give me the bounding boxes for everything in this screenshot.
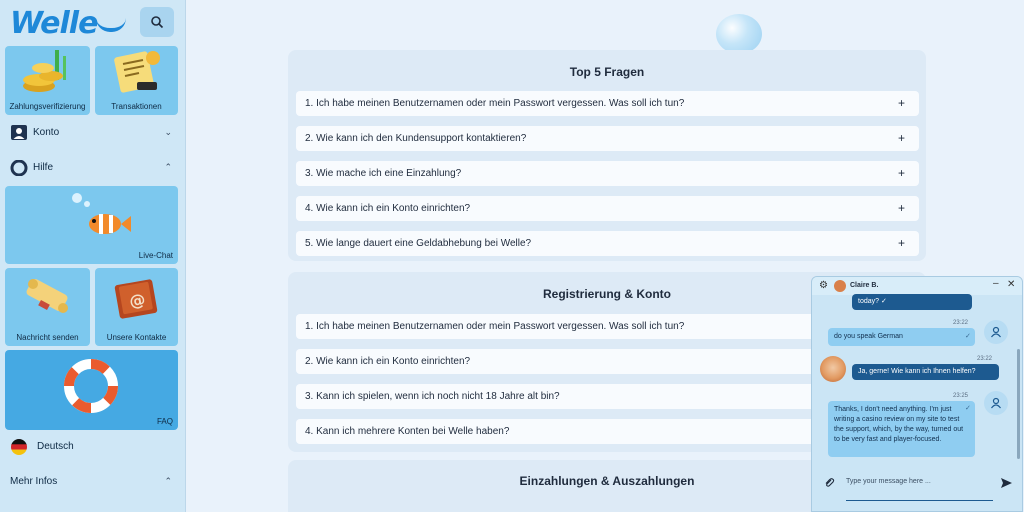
- faq-question[interactable]: [296, 126, 919, 151]
- scroll-icon: [17, 272, 77, 328]
- section-title: Top 5 Fragen: [569, 65, 645, 79]
- read-check-icon: ✓: [965, 405, 971, 412]
- section-title: Registrierung & Konto: [543, 287, 671, 301]
- user-avatar: [984, 391, 1008, 415]
- chevron-up-icon: ⌃: [164, 476, 172, 486]
- question-text: 1. Ich habe meinen Benutzernamen oder mein Passwort vergessen. Was soll ich tun?: [305, 98, 685, 109]
- tile-zahlungsverifizierung[interactable]: [5, 46, 90, 115]
- input-underline: [846, 500, 993, 501]
- sidebar-item-label: Mehr Infos: [10, 476, 58, 487]
- tile-label: Nachricht senden: [16, 333, 79, 342]
- sidebar-item-konto[interactable]: [0, 119, 186, 147]
- tile-label: Zahlungsverifizierung: [9, 102, 86, 111]
- user-icon: [990, 326, 1002, 338]
- message-timestamp: 23:22: [977, 356, 993, 362]
- tile-unsere-kontakte[interactable]: [95, 268, 178, 346]
- tile-label: Unsere Kontakte: [106, 333, 167, 342]
- minimize-icon[interactable]: –: [993, 278, 999, 289]
- sidebar-item-label: Konto: [33, 127, 60, 138]
- question-text: 3. Wie mache ich eine Einzahlung?: [305, 168, 462, 179]
- plus-icon: +: [897, 201, 905, 215]
- german-flag-icon: [10, 439, 28, 455]
- account-icon: [10, 125, 28, 141]
- faq-question[interactable]: [296, 196, 919, 221]
- tile-faq[interactable]: [5, 350, 178, 430]
- tile-live-chat[interactable]: [5, 186, 178, 264]
- chat-message-user: Thanks, I don't need anything. I'm just writing a casino review on my site to test the support, which, by the way, turned out to be very fast and player-focused.: [828, 401, 975, 457]
- sidebar-item-label: Hilfe: [33, 162, 54, 173]
- lifebuoy-icon: [10, 160, 28, 176]
- search-icon: [150, 15, 164, 29]
- agent-avatar: [834, 280, 846, 292]
- close-icon[interactable]: ✕: [1007, 279, 1016, 290]
- send-icon[interactable]: [1000, 477, 1013, 489]
- scroll-document-icon: [109, 48, 165, 98]
- user-avatar: [984, 320, 1008, 344]
- plus-icon: +: [897, 166, 905, 180]
- chat-scrollbar[interactable]: [1017, 349, 1020, 459]
- chevron-down-icon: ⌄: [164, 127, 172, 137]
- agent-avatar-large: [820, 356, 846, 382]
- attachment-icon[interactable]: [823, 477, 835, 489]
- tile-label: Transaktionen: [111, 102, 162, 111]
- plus-icon: +: [897, 236, 905, 250]
- sidebar-item-mehr-infos[interactable]: [0, 468, 186, 496]
- brand-logo[interactable]: Welle: [10, 6, 98, 41]
- question-text: 2. Wie kann ich ein Konto einrichten?: [305, 356, 471, 367]
- plus-icon: +: [897, 96, 905, 110]
- bubble-decoration: [716, 14, 762, 54]
- tile-transaktionen[interactable]: [95, 46, 178, 115]
- chat-message-input[interactable]: Type your message here ...: [846, 478, 931, 485]
- svg-text:@: @: [127, 289, 147, 312]
- chat-message-agent: Ja, gerne! Wie kann ich Ihnen helfen?: [852, 364, 999, 380]
- search-button[interactable]: [140, 7, 174, 37]
- lifebuoy-tile-icon: [61, 356, 121, 416]
- question-text: 1. Ich habe meinen Benutzernamen oder mein Passwort vergessen. Was soll ich tun?: [305, 321, 685, 332]
- language-label: Deutsch: [37, 441, 74, 452]
- question-text: 3. Kann ich spielen, wenn ich noch nicht 18 Jahre alt bin?: [305, 391, 560, 402]
- live-chat-widget: [811, 276, 1023, 512]
- chat-header: [812, 277, 1023, 295]
- question-text: 4. Kann ich mehrere Konten bei Welle haben?: [305, 426, 510, 437]
- sidebar-item-hilfe[interactable]: [0, 154, 186, 182]
- fish-icon: [63, 190, 143, 246]
- question-text: 2. Wie kann ich den Kundensupport kontaktieren?: [305, 133, 527, 144]
- logo-wave-icon: [96, 18, 126, 32]
- tile-nachricht-senden[interactable]: [5, 268, 90, 346]
- tile-label: FAQ: [156, 417, 173, 426]
- language-selector[interactable]: [0, 433, 186, 461]
- read-check-icon: ✓: [965, 333, 971, 340]
- chat-message-agent: today? ✓: [852, 294, 972, 310]
- faq-question[interactable]: [296, 231, 919, 256]
- faq-section-top5: [288, 50, 926, 261]
- agent-name: Claire B.: [850, 282, 879, 289]
- faq-question[interactable]: [296, 91, 919, 116]
- address-book-icon: [109, 272, 165, 328]
- user-icon: [990, 397, 1002, 409]
- plus-icon: +: [897, 131, 905, 145]
- coins-icon: [17, 48, 77, 100]
- question-text: 5. Wie lange dauert eine Geldabhebung bei Welle?: [305, 238, 532, 249]
- chat-message-user: do you speak German: [828, 328, 975, 346]
- message-timestamp: 23:25: [953, 393, 969, 399]
- tile-label: Live-Chat: [138, 251, 173, 260]
- logo-row: [0, 0, 186, 46]
- faq-question[interactable]: [296, 161, 919, 186]
- question-text: 4. Wie kann ich ein Konto einrichten?: [305, 203, 471, 214]
- gear-icon[interactable]: ⚙: [819, 280, 828, 291]
- message-timestamp: 23:22: [953, 320, 969, 326]
- chevron-up-icon: ⌃: [164, 162, 172, 172]
- section-title: Einzahlungen & Auszahlungen: [519, 474, 695, 488]
- sidebar: [0, 0, 186, 512]
